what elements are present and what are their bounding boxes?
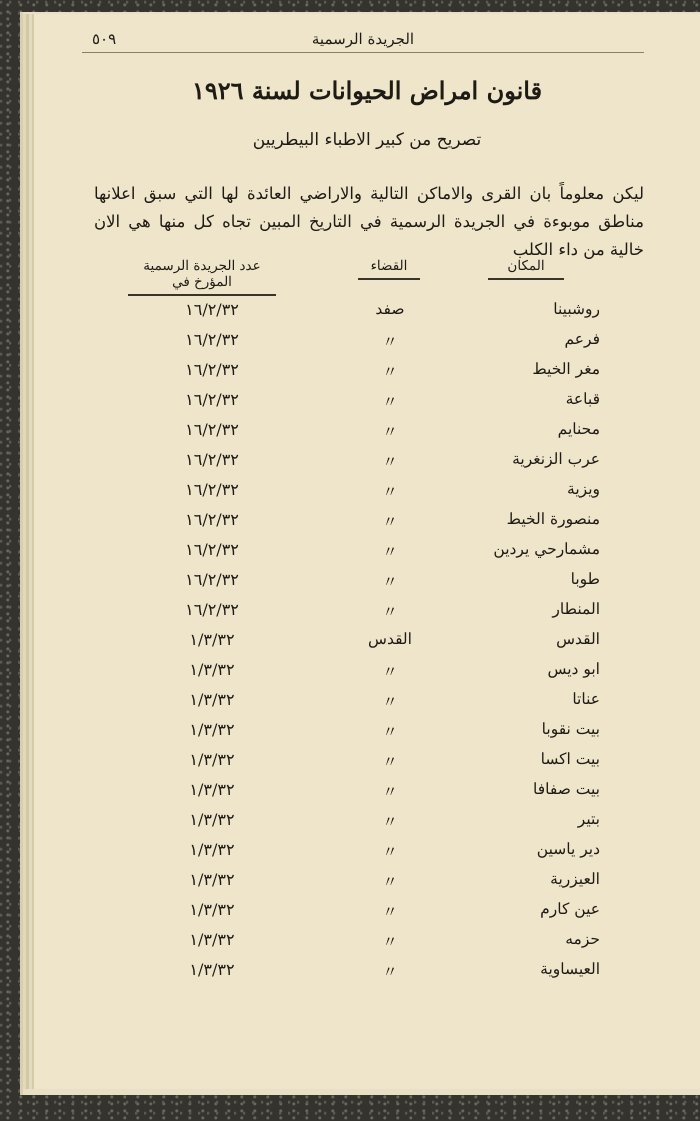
date-cell: ١/٣/٣٢ bbox=[189, 810, 235, 829]
table-row bbox=[34, 420, 700, 450]
place-cell: بتير bbox=[577, 810, 600, 828]
place-cell: بيت صفافا bbox=[533, 780, 600, 798]
district-cell: 〃 bbox=[382, 903, 398, 921]
place-cell: عناتا bbox=[572, 690, 600, 708]
district-cell: 〃 bbox=[382, 603, 398, 621]
column-header-district: القضاء bbox=[358, 258, 420, 280]
place-cell: عرب الزنغرية bbox=[512, 450, 600, 468]
date-cell: ١٦/٢/٣٢ bbox=[185, 450, 239, 469]
table-row bbox=[34, 630, 700, 660]
place-cell: مغر الخيط bbox=[532, 360, 600, 378]
place-cell: المنطار bbox=[552, 600, 600, 618]
district-cell: صفد bbox=[375, 300, 405, 318]
place-cell: القدس bbox=[556, 630, 600, 648]
document-subtitle: تصريح من كبير الاطباء البيطريين bbox=[252, 130, 482, 150]
table-row bbox=[34, 480, 700, 510]
intro-paragraph: ليكن معلوماً بان القرى والاماكن التالية والاراضي العائدة لها التي سبق اعلانها مناطق موبوءة في الجريدة الرسمية في التاريخ المبين تجاه كل منها هي الان خالية من داء الكلب bbox=[94, 184, 644, 259]
table-row bbox=[34, 450, 700, 480]
place-cell: دير ياسين bbox=[536, 840, 600, 858]
district-cell: 〃 bbox=[382, 693, 398, 711]
table-row bbox=[34, 810, 700, 840]
place-cell: بيت اكسا bbox=[540, 750, 600, 768]
date-cell: ١٦/٢/٣٢ bbox=[185, 420, 239, 439]
place-cell: طوبا bbox=[570, 570, 600, 588]
table-row bbox=[34, 360, 700, 390]
date-cell: ١/٣/٣٢ bbox=[189, 960, 235, 979]
document-title: قانون امراض الحيوانات لسنة ١٩٢٦ bbox=[191, 76, 543, 105]
district-cell: 〃 bbox=[382, 963, 398, 981]
table-row bbox=[34, 510, 700, 540]
date-cell: ١٦/٢/٣٢ bbox=[185, 330, 239, 349]
place-cell: منصورة الخيط bbox=[506, 510, 600, 528]
place-cell: عين كارم bbox=[540, 900, 600, 918]
date-cell: ١/٣/٣٢ bbox=[189, 900, 235, 919]
table-row bbox=[34, 900, 700, 930]
date-cell: ١/٣/٣٢ bbox=[189, 630, 235, 649]
district-cell: 〃 bbox=[382, 363, 398, 381]
place-cell: العيساوية bbox=[540, 960, 600, 978]
table-row bbox=[34, 750, 700, 780]
date-cell: ١٦/٢/٣٢ bbox=[185, 600, 239, 619]
place-cell: ويزية bbox=[567, 480, 600, 498]
page-number: ٥٠٩ bbox=[92, 30, 117, 48]
running-title: الجريدة الرسمية bbox=[311, 30, 415, 48]
date-cell: ١/٣/٣٢ bbox=[189, 690, 235, 709]
place-cell: مشمارحي يردين bbox=[493, 540, 600, 558]
place-cell: محنايم bbox=[557, 420, 600, 438]
date-cell: ١٦/٢/٣٢ bbox=[185, 300, 239, 319]
district-cell: 〃 bbox=[382, 573, 398, 591]
column-header-place: المكان bbox=[488, 258, 564, 280]
district-cell: 〃 bbox=[382, 333, 398, 351]
table-row bbox=[34, 540, 700, 570]
district-cell: 〃 bbox=[382, 783, 398, 801]
table-row bbox=[34, 720, 700, 750]
table-row bbox=[34, 570, 700, 600]
date-cell: ١/٣/٣٢ bbox=[189, 720, 235, 739]
table-row bbox=[34, 330, 700, 360]
table-row bbox=[34, 300, 700, 330]
table-row bbox=[34, 660, 700, 690]
table-row bbox=[34, 600, 700, 630]
date-cell: ١/٣/٣٢ bbox=[189, 660, 235, 679]
table-row bbox=[34, 870, 700, 900]
place-cell: العيزرية bbox=[550, 870, 600, 888]
table-row bbox=[34, 960, 700, 990]
column-header-gazette: عدد الجريدة الرسمية المؤرخ في bbox=[128, 258, 276, 296]
place-cell: بيت نقوبا bbox=[541, 720, 600, 738]
table-row bbox=[34, 780, 700, 810]
document-page bbox=[34, 14, 700, 1089]
table-row bbox=[34, 930, 700, 960]
place-cell: فرعم bbox=[564, 330, 600, 348]
date-cell: ١٦/٢/٣٢ bbox=[185, 540, 239, 559]
place-cell: قباعة bbox=[565, 390, 600, 408]
district-cell: 〃 bbox=[382, 483, 398, 501]
date-cell: ١/٣/٣٢ bbox=[189, 870, 235, 889]
date-cell: ١٦/٢/٣٢ bbox=[185, 510, 239, 529]
table-row bbox=[34, 840, 700, 870]
date-cell: ١٦/٢/٣٢ bbox=[185, 480, 239, 499]
district-cell: 〃 bbox=[382, 873, 398, 891]
date-cell: ١/٣/٣٢ bbox=[189, 780, 235, 799]
running-header bbox=[82, 24, 644, 53]
district-cell: 〃 bbox=[382, 813, 398, 831]
district-cell: 〃 bbox=[382, 843, 398, 861]
district-cell: 〃 bbox=[382, 453, 398, 471]
district-cell: 〃 bbox=[382, 753, 398, 771]
place-cell: حزمه bbox=[565, 930, 600, 948]
date-cell: ١/٣/٣٢ bbox=[189, 750, 235, 769]
place-cell: ابو ديس bbox=[547, 660, 600, 678]
date-cell: ١٦/٢/٣٢ bbox=[185, 390, 239, 409]
table-row bbox=[34, 690, 700, 720]
date-cell: ١٦/٢/٣٢ bbox=[185, 360, 239, 379]
district-cell: 〃 bbox=[382, 543, 398, 561]
district-cell: القدس bbox=[368, 630, 412, 648]
district-cell: 〃 bbox=[382, 393, 398, 411]
district-cell: 〃 bbox=[382, 423, 398, 441]
district-cell: 〃 bbox=[382, 933, 398, 951]
district-cell: 〃 bbox=[382, 663, 398, 681]
date-cell: ١/٣/٣٢ bbox=[189, 840, 235, 859]
district-cell: 〃 bbox=[382, 513, 398, 531]
district-cell: 〃 bbox=[382, 723, 398, 741]
date-cell: ١٦/٢/٣٢ bbox=[185, 570, 239, 589]
place-cell: روشبينا bbox=[553, 300, 600, 318]
date-cell: ١/٣/٣٢ bbox=[189, 930, 235, 949]
table-row bbox=[34, 390, 700, 420]
